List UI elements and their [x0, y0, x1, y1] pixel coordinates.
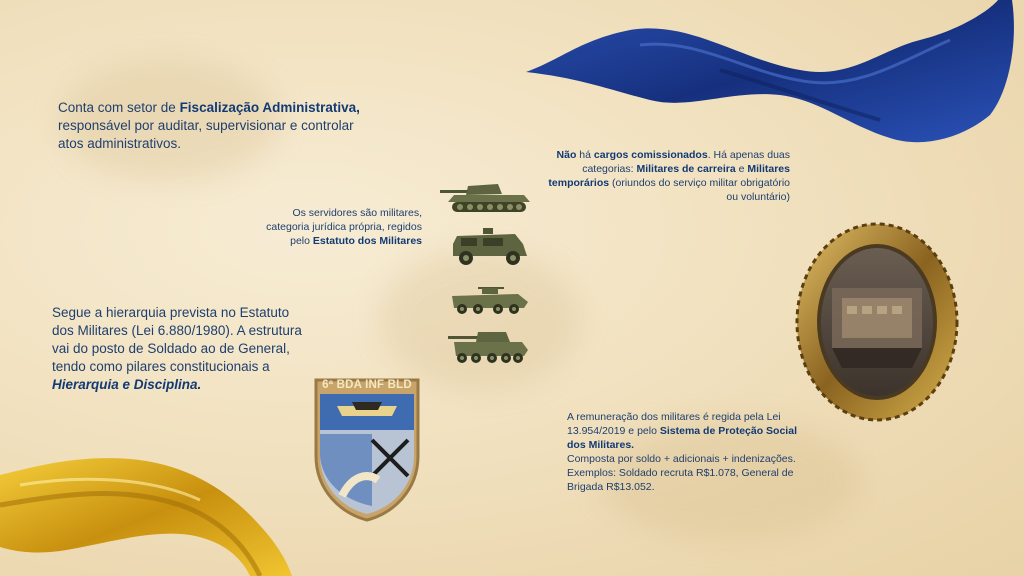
tank-icon: [438, 180, 532, 216]
paper-stain: [380, 250, 580, 390]
brigade-badge: [312, 376, 422, 522]
remuneracao-line1: A remuneração dos militares é regida pela Lei 13.954/2019 e pelo Sistema de Proteção Social dos Militares.: [567, 411, 797, 451]
badge-title: 6ª BDA INF BLD: [322, 379, 412, 391]
hierarquia-text: Segue a hierarquia prevista no Estatuto dos Militares (Lei 6.880/1980). A estrutura vai do posto de Soldado ao de General, tendo como pilares constitucionais a Hierarquia e Disciplina.: [52, 305, 302, 392]
cargos-text: Não há cargos comissionados. Há apenas duas categorias: Militares de carreira e Militares temporários (oriundos do serviço militar obrigatório ou voluntário): [548, 149, 790, 203]
remuneracao-text: [567, 410, 812, 494]
remuneracao-line3: Exemplos: Soldado recruta R$1.078, General de Brigada R$13.052.: [567, 467, 794, 493]
armored-jeep-icon: [449, 226, 531, 268]
fiscalizacao-text: Conta com setor de Fiscalização Administrativa, responsável por auditar, supervisionar e controlar atos administrativos.: [58, 100, 360, 151]
blue-ribbon: [520, 0, 1024, 150]
remuneracao-line2: Composta por soldo + adicionais + indenizações.: [567, 453, 796, 465]
servidores-text: Os servidores são militares, categoria jurídica própria, regidos pelo Estatuto dos Militares: [266, 207, 422, 247]
armored-carrier-icon: [448, 284, 530, 316]
ornate-photo-frame: [792, 218, 962, 426]
gold-ribbon: [0, 455, 300, 576]
wheeled-tank-icon: [448, 328, 530, 366]
badge-shield-icon: [312, 376, 422, 522]
